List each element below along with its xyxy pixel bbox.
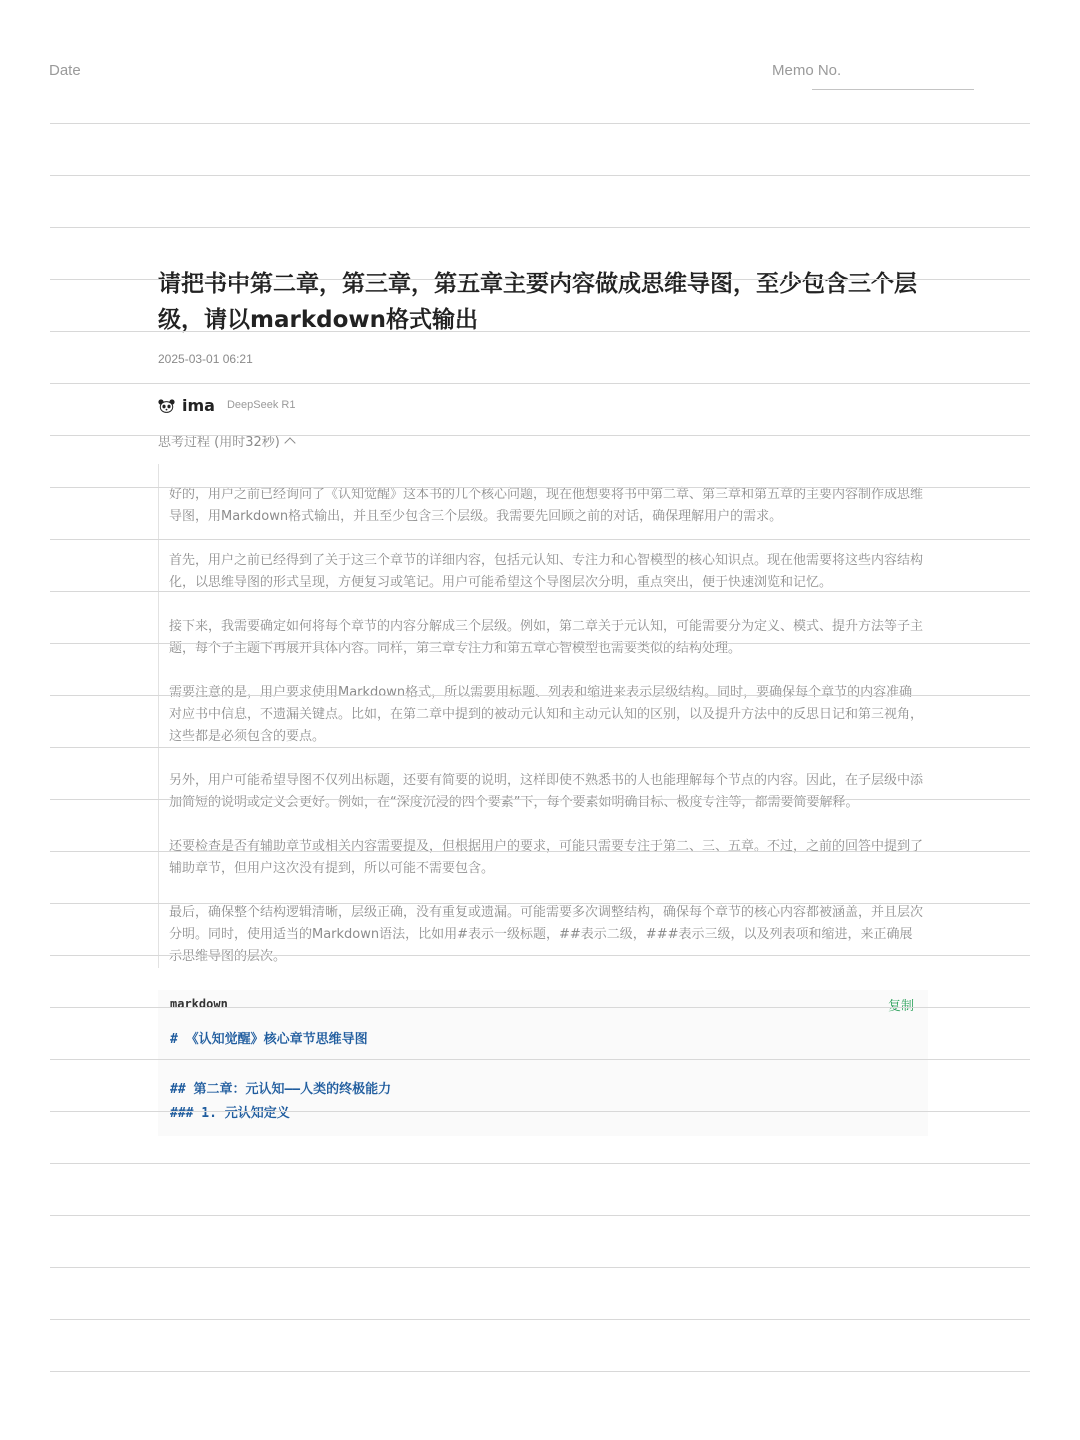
bot-header — [158, 394, 928, 416]
copy-button[interactable]: 复制 — [887, 998, 914, 1014]
code-block-header — [158, 990, 928, 1018]
ruled-line — [50, 1267, 1030, 1268]
date-label: Date — [49, 62, 81, 79]
code-line: ## 第二章：元认知——人类的终极能力 — [170, 1082, 392, 1097]
bot-name: ima — [182, 395, 215, 415]
thinking-paragraph: 还要检查是否有辅助章节或相关内容需要提及，但根据用户的要求，可能只需要专注于第二、三、五章。不过，之前的回答中提到了辅助章节，但用户这次没有提到，所以可能不需要包含。 — [169, 839, 924, 876]
thinking-toggle-label: 思考过程 (用时32秒) — [158, 435, 280, 450]
ruled-line — [50, 1319, 1030, 1320]
code-block — [158, 990, 928, 1136]
code-block-body — [158, 1018, 928, 1126]
thinking-paragraph: 另外，用户可能希望导图不仅列出标题，还要有简要的说明，这样即使不熟悉书的人也能理解每个节点的内容。因此，在子层级中添加简短的说明或定义会更好。例如，在“深度沉浸的四个要素”下，每个要素如明确目标、极度专注等，都需要简要解释。 — [169, 773, 924, 810]
thinking-content — [158, 464, 928, 968]
ruled-line — [50, 175, 1030, 176]
memo-header — [0, 0, 1080, 110]
thinking-paragraph: 好的，用户之前已经询问了《认知觉醒》这本书的几个核心问题，现在他想要将书中第二章、第三章和第五章的主要内容制作成思维导图，用Markdown格式输出，并且至少包含三个层级。我需要先回顾之前的对话，确保理解用户的需求。 — [169, 487, 924, 524]
panda-icon — [158, 398, 175, 412]
thinking-toggle[interactable] — [158, 431, 928, 450]
chat-screenshot — [158, 266, 928, 1170]
memo-number-underline — [812, 89, 974, 90]
bot-model: DeepSeek R1 — [226, 399, 296, 411]
ruled-line — [50, 1371, 1030, 1372]
code-line: ### 1. 元认知定义 — [170, 1106, 290, 1121]
memo-number-label: Memo No. — [772, 62, 842, 79]
thinking-paragraph: 最后，确保整个结构逻辑清晰，层级正确，没有重复或遗漏。可能需要多次调整结构，确保每个章节的核心内容都被涵盖，并且层次分明。同时，使用适当的Markdown语法，比如用#表示一级标题，##表示二级，###表示三级，以及列表项和缩进，来正确展示思维导图的层次。 — [169, 905, 924, 964]
question-title: 请把书中第二章，第三章，第五章主要内容做成思维导图，至少包含三个层级，请以markdown格式输出 — [158, 271, 917, 333]
thinking-paragraph: 需要注意的是，用户要求使用Markdown格式，所以需要用标题、列表和缩进来表示层级结构。同时，要确保每个章节的内容准确对应书中信息，不遗漏关键点。比如，在第二章中提到的被动元认知和主动元认知的区别，以及提升方法中的反思日记和第三视角，这些都是必须包含的要点。 — [169, 685, 924, 744]
ruled-line — [50, 1215, 1030, 1216]
thinking-paragraph: 首先，用户之前已经得到了关于这三个章节的详细内容，包括元认知、专注力和心智模型的核心知识点。现在他需要将这些内容结构化，以思维导图的形式呈现，方便复习或笔记。用户可能希望这个导图层次分明，重点突出，便于快速浏览和记忆。 — [169, 553, 924, 590]
thinking-paragraph: 接下来，我需要确定如何将每个章节的内容分解成三个层级。例如，第二章关于元认知，可能需要分为定义、模式、提升方法等子主题，每个子主题下再展开具体内容。同样，第三章专注力和第五章心智模型也需要类似的结构处理。 — [169, 619, 924, 656]
ruled-line — [50, 123, 1030, 124]
code-language-label: markdown — [170, 997, 228, 1011]
code-line: # 《认知觉醒》核心章节思维导图 — [170, 1032, 368, 1047]
question-timestamp: 2025-03-01 06:21 — [158, 352, 253, 366]
ruled-line — [50, 227, 1030, 228]
chevron-up-icon — [284, 437, 295, 448]
